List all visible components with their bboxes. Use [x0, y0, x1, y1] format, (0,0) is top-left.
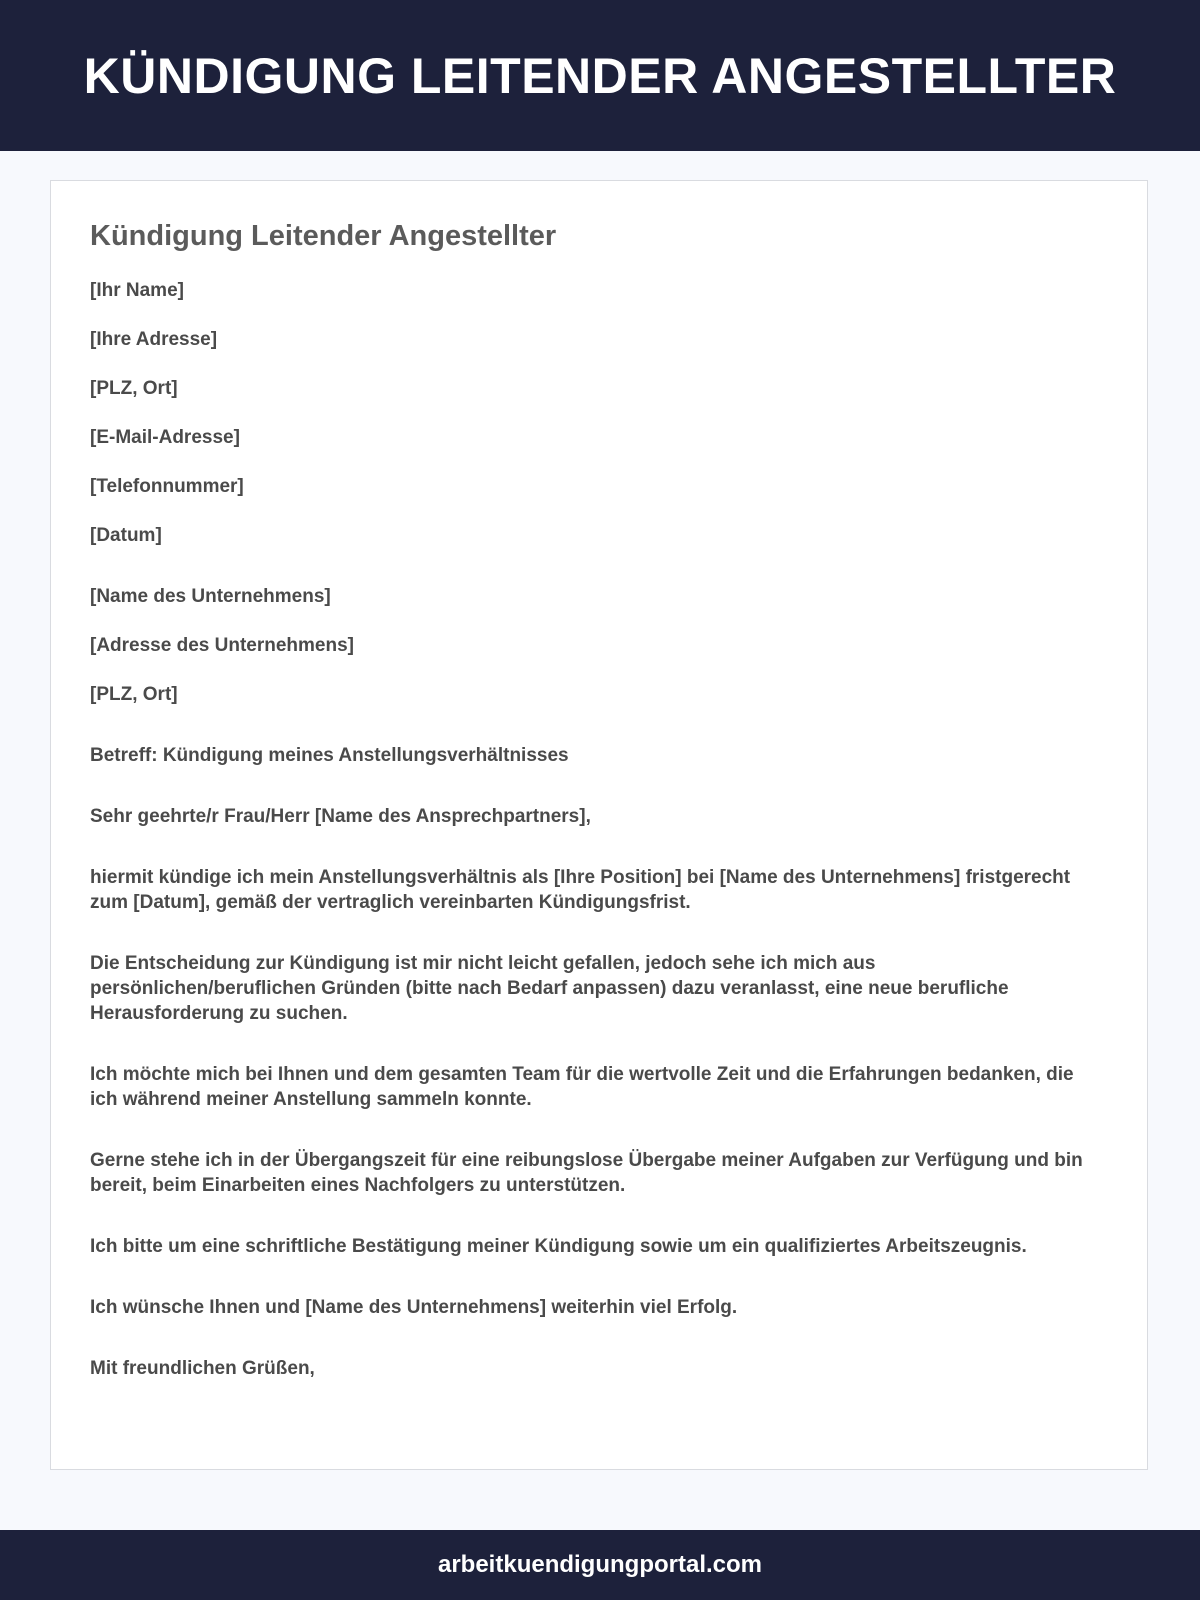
letter-date: [Datum]: [90, 525, 162, 546]
site-link[interactable]: arbeitkuendigungportal.com: [437, 1551, 763, 1578]
sender-phone: [Telefonnummer]: [90, 476, 244, 497]
sender-address: [Ihre Adresse]: [90, 329, 218, 350]
letter-salutation: Sehr geehrte/r Frau/Herr [Name des Ansprechpartners],: [90, 806, 591, 827]
letter-paragraph: Ich wünsche Ihnen und [Name des Unternehmens] weiterhin viel Erfolg.: [90, 1297, 738, 1318]
recipient-address: [Adresse des Unternehmens]: [90, 635, 354, 656]
letter-paragraph: Gerne stehe ich in der Übergangszeit für eine reibungslose Übergabe meiner Aufgaben zur Verfügung und bin bereit, beim Einarbeiten eines Nachfolgers zu unterstützen.: [90, 1150, 1083, 1196]
letter-card: [50, 180, 1148, 1470]
letter-paragraph: Die Entscheidung zur Kündigung ist mir nicht leicht gefallen, jedoch sehe ich mich aus persönlichen/beruflichen Gründen (bitte nach Bedarf anpassen) dazu veranlasst, eine neue berufliche Herausforderung zu suchen.: [90, 953, 1009, 1024]
letter-paragraph: hiermit kündige ich mein Anstellungsverhältnis als [Ihre Position] bei [Name des Unternehmens] fristgerecht zum [Datum], gemäß der vertraglich vereinbarten Kündigungsfrist.: [90, 867, 1071, 913]
letter-paragraph: Ich möchte mich bei Ihnen und dem gesamten Team für die wertvolle Zeit und die Erfahrungen bedanken, die ich während meiner Anstellung sammeln konnte.: [90, 1064, 1074, 1110]
page-header: [0, 0, 1200, 151]
page-footer: [0, 1530, 1200, 1600]
sender-email: [E-Mail-Adresse]: [90, 427, 240, 448]
letter-title: Kündigung Leitender Angestellter: [90, 220, 557, 252]
recipient-city: [PLZ, Ort]: [90, 684, 178, 705]
sender-city: [PLZ, Ort]: [90, 378, 178, 399]
letter-closing: Mit freundlichen Grüßen,: [90, 1358, 315, 1379]
sender-name: [Ihr Name]: [90, 280, 184, 301]
recipient-company: [Name des Unternehmens]: [90, 586, 331, 607]
letter-subject: Betreff: Kündigung meines Anstellungsverhältnisses: [90, 745, 569, 766]
page-title: KÜNDIGUNG LEITENDER ANGESTELLTER: [83, 47, 1117, 104]
letter-paragraph: Ich bitte um eine schriftliche Bestätigung meiner Kündigung sowie um ein qualifiziertes Arbeitszeugnis.: [90, 1236, 1027, 1257]
